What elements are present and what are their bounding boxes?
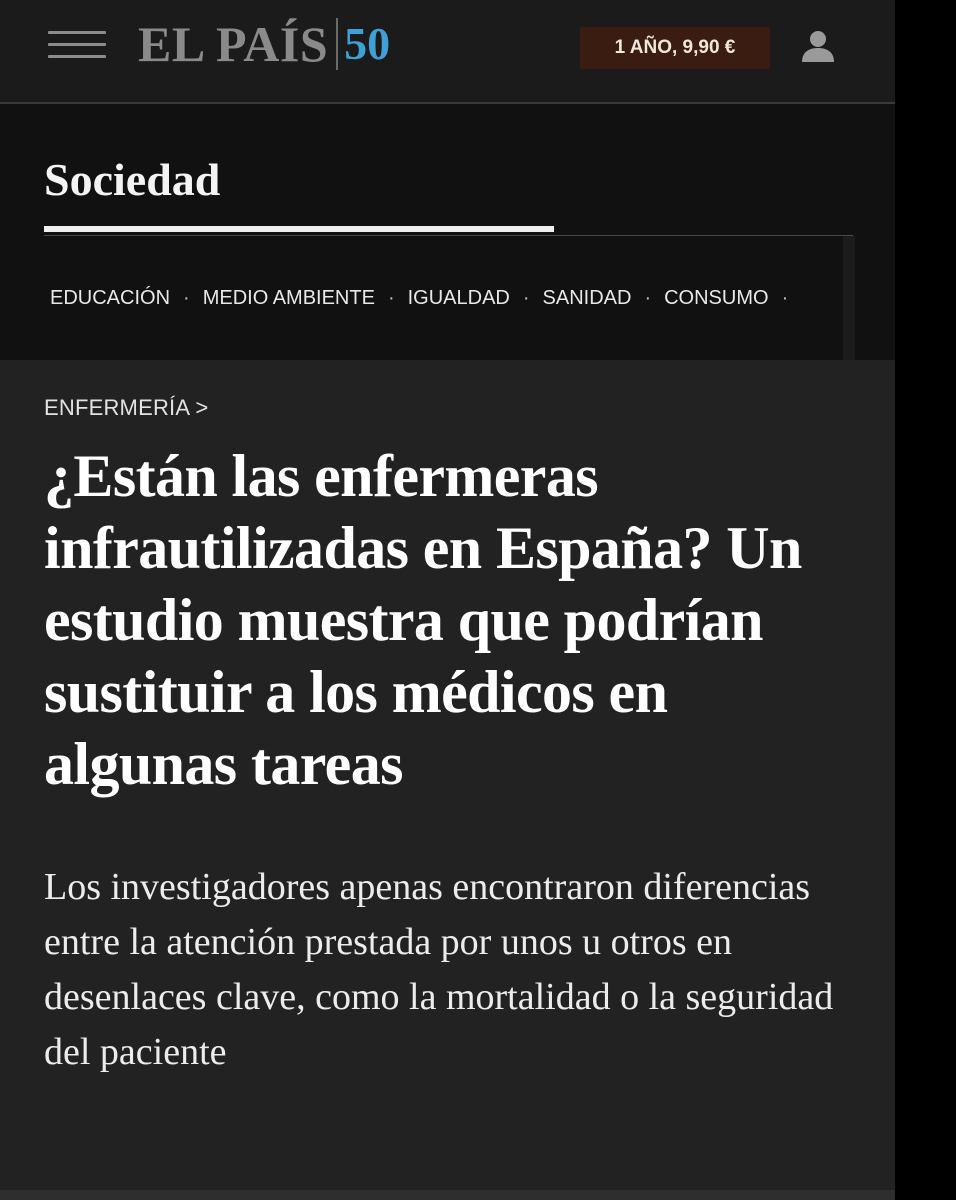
nav-separator: · bbox=[522, 286, 530, 309]
nav-item-sanidad[interactable]: SANIDAD bbox=[542, 286, 632, 309]
nav-separator: · bbox=[781, 286, 789, 309]
logo-divider bbox=[336, 18, 338, 70]
subscribe-button[interactable]: 1 AÑO, 9,90 € bbox=[580, 27, 770, 69]
nav-scroll-edge bbox=[843, 236, 855, 360]
nav-item-educacion[interactable]: EDUCACIÓN bbox=[50, 286, 171, 309]
nav-item-consumo[interactable]: CONSUMO bbox=[664, 286, 769, 309]
section-divider bbox=[44, 235, 853, 236]
nav-separator: · bbox=[387, 286, 395, 309]
nav-separator: · bbox=[183, 286, 190, 309]
section-header bbox=[0, 104, 895, 360]
nav-item-igualdad[interactable]: IGUALDAD bbox=[407, 286, 510, 309]
user-icon[interactable] bbox=[800, 28, 836, 64]
nav-item-medio-ambiente[interactable]: MEDIO AMBIENTE bbox=[202, 286, 375, 309]
article-kicker[interactable]: ENFERMERÍA > bbox=[44, 395, 209, 420]
article-subheadline: Los investigadores apenas encontraron diferencias entre la atención prestada por unos u otros en desenlaces clave, como la mortalidad o la seguridad del paciente bbox=[44, 866, 834, 1073]
hamburger-menu-icon[interactable] bbox=[48, 28, 106, 62]
section-title-underline bbox=[44, 226, 554, 232]
section-nav bbox=[50, 280, 801, 316]
el-pais-logo[interactable] bbox=[138, 14, 390, 74]
page-bottom-edge bbox=[0, 1190, 895, 1200]
logo-text: EL PAÍS bbox=[138, 16, 329, 72]
section-title[interactable]: Sociedad bbox=[44, 154, 221, 205]
top-header bbox=[0, 0, 895, 104]
logo-50-badge: 50 bbox=[344, 18, 391, 69]
nav-separator: · bbox=[644, 286, 652, 309]
article-headline: ¿Están las enfermeras infrautilizadas en España? Un estudio muestra que podrían sustituir a los médicos en algunas tareas bbox=[44, 443, 802, 797]
